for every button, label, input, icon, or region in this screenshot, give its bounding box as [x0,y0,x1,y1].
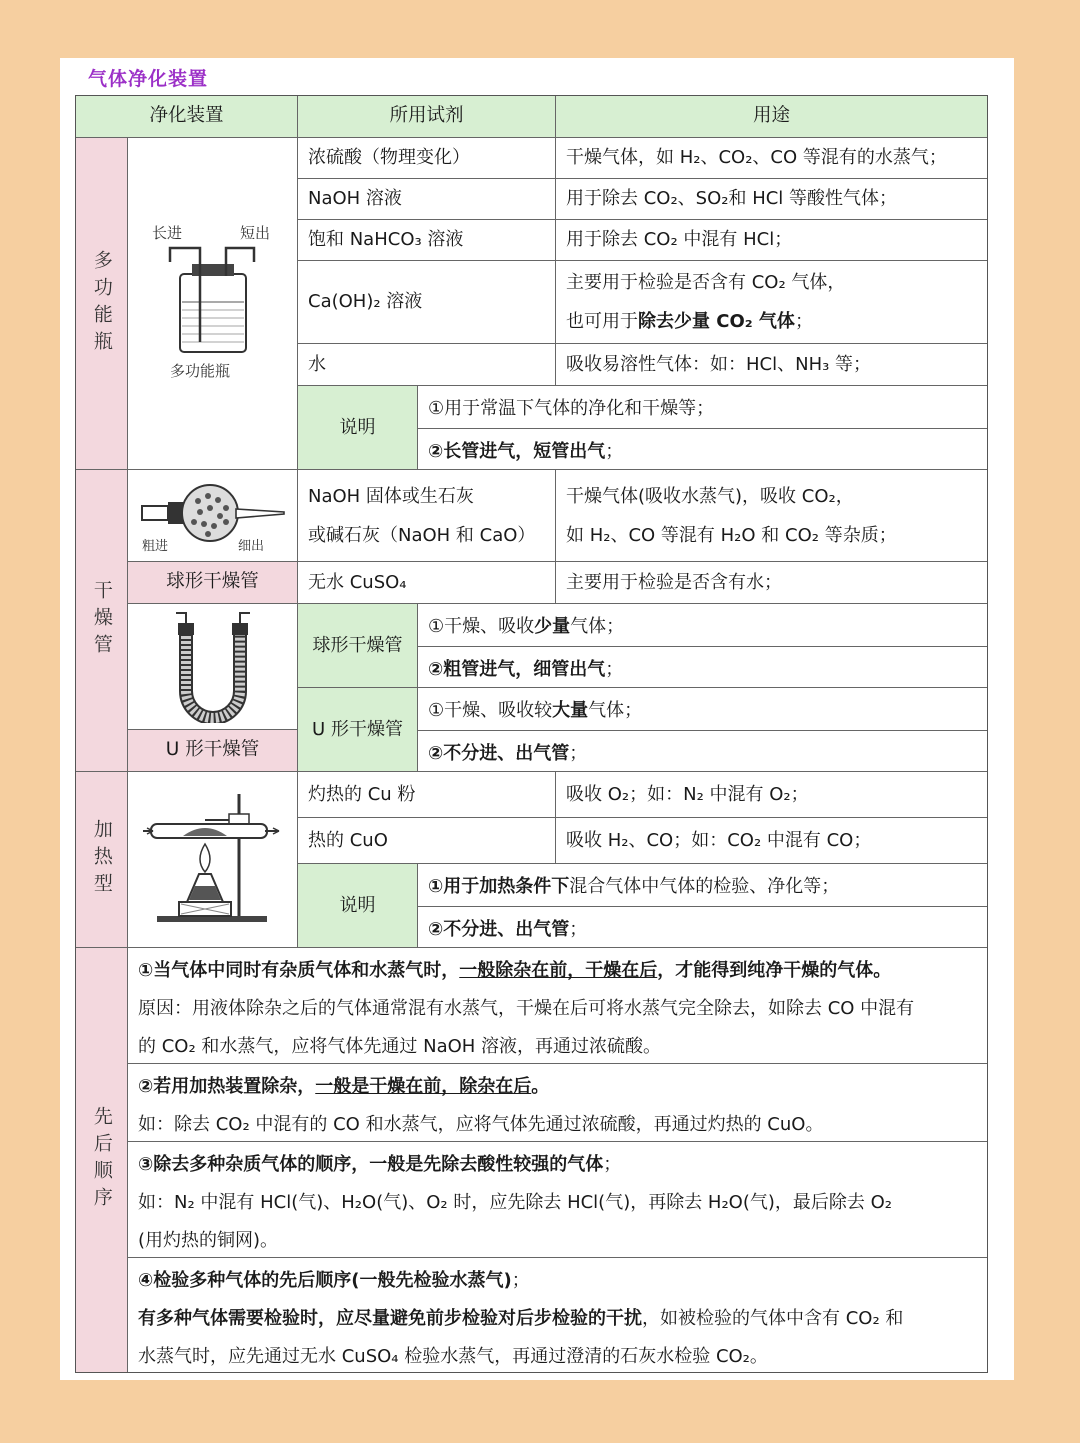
order-rule-4: ④检验多种气体的先后顺序(一般先检验水蒸气)； 有多种气体需要检验时，应尽量避免前步检验对后步检验的干扰，如被检验的气体中含有 CO₂ 和 水蒸气时，应先通过无水 CuSO₄ 检验水蒸气，再通过澄清的石灰水检验 CO₂。 [138,1270,904,1367]
section-label-order: 先后顺序 [76,948,128,1372]
order-rule-3: ③除去多种杂质气体的顺序，一般是先除去酸性较强的气体； 如：N₂ 中混有 HCl(气)、H₂O(气)、O₂ 时，应先除去 HCl(气)，再除去 H₂O(气)，最后除去 O₂ (用灼热的铜网)。 [128,1142,987,1258]
document-page [60,58,1014,1380]
note-u-tube: ①干燥、吸收较大量气体； ②不分进、出气管； [418,688,987,772]
order-rule-2: ②若用加热装置除杂，一般是干燥在前，除杂在后。 如：除去 CO₂ 中混有的 CO 和水蒸气，应将气体先通过浓硫酸，再通过灼热的 CuO。 [128,1064,987,1142]
svg-text:多功能瓶: 多功能瓶 [169,361,230,380]
reagent-limewater: Ca(OH)₂ 溶液 [298,261,556,344]
use-hot-cu: 吸收 O₂；如：N₂ 中混有 O₂； [556,772,987,818]
header-device: 净化装置 [76,96,298,138]
reagent-nahco3: 饱和 NaHCO₃ 溶液 [298,220,556,261]
note-label-bottle: 说明 [298,386,418,470]
ball-drying-tube-icon [138,476,288,556]
section-label-heat: 加热型 [76,772,128,948]
note-ball-tube: ①干燥、吸收少量气体； ②粗管进气，细管出气； [418,604,987,688]
order-rule-1: ①当气体中同时有杂质气体和水蒸气时，一般除杂在前，干燥在后，才能得到纯净干燥的气体。 原因：用液体除杂之后的气体通常混有水蒸气，干燥在后可将水蒸气完全除去，如除去 CO 中混有 的 CO₂ 和水蒸气，应将气体先通过 NaOH 溶液，再通过浓硫酸。 [128,948,987,1064]
heating-apparatus-figure [128,772,298,948]
use-anhydrous-cuso4: 主要用于检验是否含有水； [556,562,987,604]
header-reagent: 所用试剂 [298,96,556,138]
section-label-bottle: 多功能瓶 [76,138,128,470]
use-conc-sulfuric: 干燥气体，如 H₂、CO₂、CO 等混有的水蒸气； [556,138,987,179]
reagent-conc-sulfuric: 浓硫酸（物理变化） [298,138,556,179]
note-heat: ①用于加热条件下混合气体中气体的检验、净化等； ②不分进、出气管； [418,864,987,948]
purification-table [75,95,988,1373]
header-use: 用途 [556,96,987,138]
reagent-hot-cuo: 热的 CuO [298,818,556,864]
reagent-naoh-solution: NaOH 溶液 [298,179,556,220]
ball-drying-tube-caption: 球形干燥管 [128,562,298,604]
u-drying-tube-icon [168,611,258,723]
ball-drying-tube-figure [128,470,298,562]
reagent-soda-lime: NaOH 固体或生石灰 或碱石灰（NaOH 和 CaO） [298,470,556,562]
page-title: 气体净化装置 [88,68,209,90]
section-label-tube: 干燥管 [76,470,128,772]
heating-tube-icon [143,790,283,930]
note-label-ball-tube: 球形干燥管 [298,604,418,688]
u-drying-tube-caption: U 形干燥管 [128,730,298,772]
svg-text:细出: 细出 [237,538,264,554]
use-limewater: 主要用于检验是否含有 CO₂ 气体， 也可用于除去少量 CO₂ 气体； [556,261,987,344]
use-water: 吸收易溶性气体：如：HCl、NH₃ 等； [556,344,987,386]
use-naoh-solution: 用于除去 CO₂、SO₂和 HCl 等酸性气体； [556,179,987,220]
note-label-heat: 说明 [298,864,418,948]
u-drying-tube-figure [128,604,298,730]
gas-washing-bottle-icon [148,224,278,384]
use-soda-lime: 干燥气体(吸收水蒸气)，吸收 CO₂， 如 H₂、CO 等混有 H₂O 和 CO₂ 等杂质； [556,470,987,562]
multifunction-bottle-figure [128,138,298,470]
svg-text:长进: 长进 [151,223,182,242]
svg-text:粗进: 粗进 [141,538,168,554]
reagent-hot-cu: 灼热的 Cu 粉 [298,772,556,818]
reagent-anhydrous-cuso4: 无水 CuSO₄ [298,562,556,604]
svg-text:短出: 短出 [239,223,270,242]
note-bottle: ①用于常温下气体的净化和干燥等； ②长管进气，短管出气； [418,386,987,470]
use-nahco3: 用于除去 CO₂ 中混有 HCl； [556,220,987,261]
reagent-water: 水 [298,344,556,386]
use-hot-cuo: 吸收 H₂、CO；如：CO₂ 中混有 CO； [556,818,987,864]
note-label-u-tube: U 形干燥管 [298,688,418,772]
